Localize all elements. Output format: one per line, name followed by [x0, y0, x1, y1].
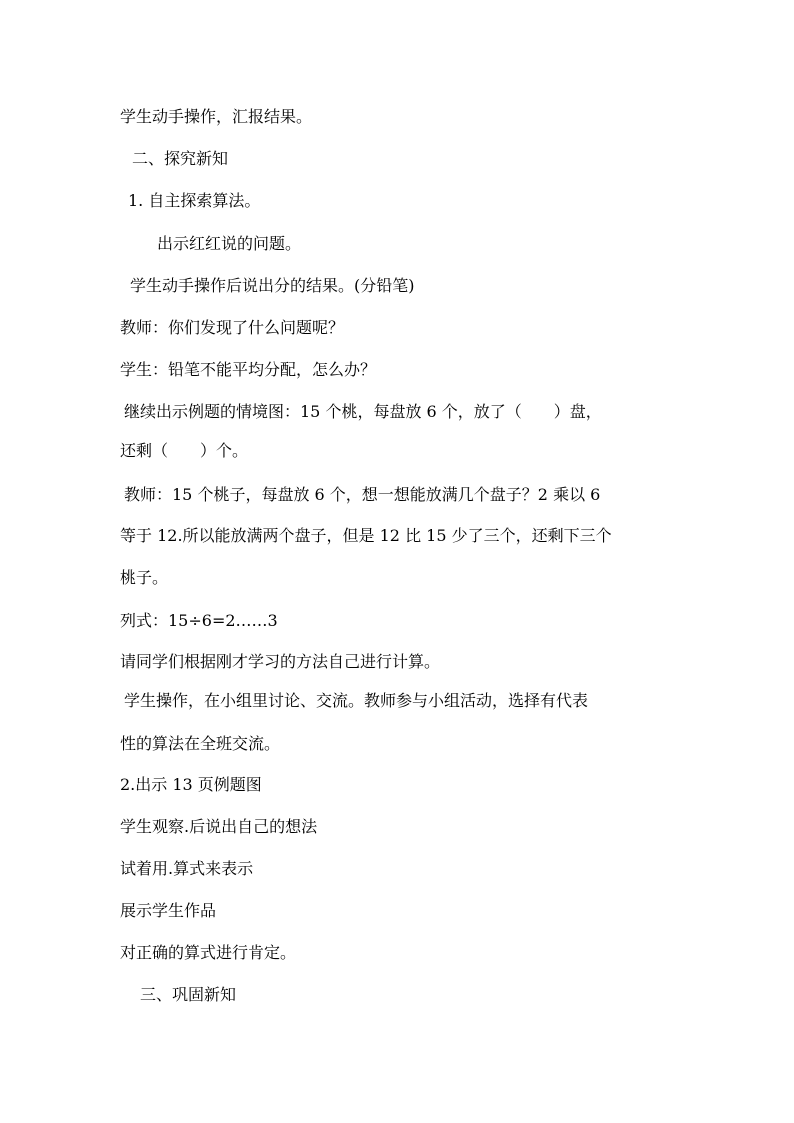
text-line: 出示红红说的问题。	[157, 234, 302, 253]
text-line: 教师：你们发现了什么问题呢？	[120, 318, 345, 337]
equation-line: 列式：15÷6=2……3	[120, 611, 278, 630]
text-line: 性的算法在全班交流。	[120, 734, 281, 753]
text-line: 学生操作，在小组里讨论、交流。教师参与小组活动，选择有代表	[124, 691, 589, 710]
text-line: 学生动手操作，汇报结果。	[120, 107, 313, 126]
text-line: 桃子。	[120, 568, 169, 587]
subsection-heading: 2.出示 13 页例题图	[120, 775, 262, 794]
text-line: 学生观察.后说出自己的想法	[120, 817, 318, 836]
text-line: 继续出示例题的情境图：15 个桃，每盘放 6 个，放了（ ）盘，	[124, 402, 602, 421]
subsection-heading: 1. 自主探索算法。	[128, 191, 261, 210]
text-line: 学生：铅笔不能平均分配，怎么办？	[120, 360, 377, 379]
text-line: 等于 12.所以能放满两个盘子，但是 12 比 15 少了三个，还剩下三个	[120, 526, 612, 545]
text-line: 教师：15 个桃子，每盘放 6 个，想一想能放满几个盘子？2 乘以 6	[124, 485, 601, 504]
text-line: 展示学生作品	[120, 901, 217, 920]
text-line: 请同学们根据刚才学习的方法自己进行计算。	[120, 652, 441, 671]
text-line: 还剩（ ）个。	[120, 441, 249, 460]
text-line: 试着用.算式来表示	[120, 859, 254, 878]
text-line: 学生动手操作后说出分的结果。(分铅笔)	[130, 276, 415, 295]
section-heading: 三、巩固新知	[140, 985, 237, 1004]
text-line: 对正确的算式进行肯定。	[120, 943, 297, 962]
section-heading: 二、探究新知	[132, 149, 229, 168]
